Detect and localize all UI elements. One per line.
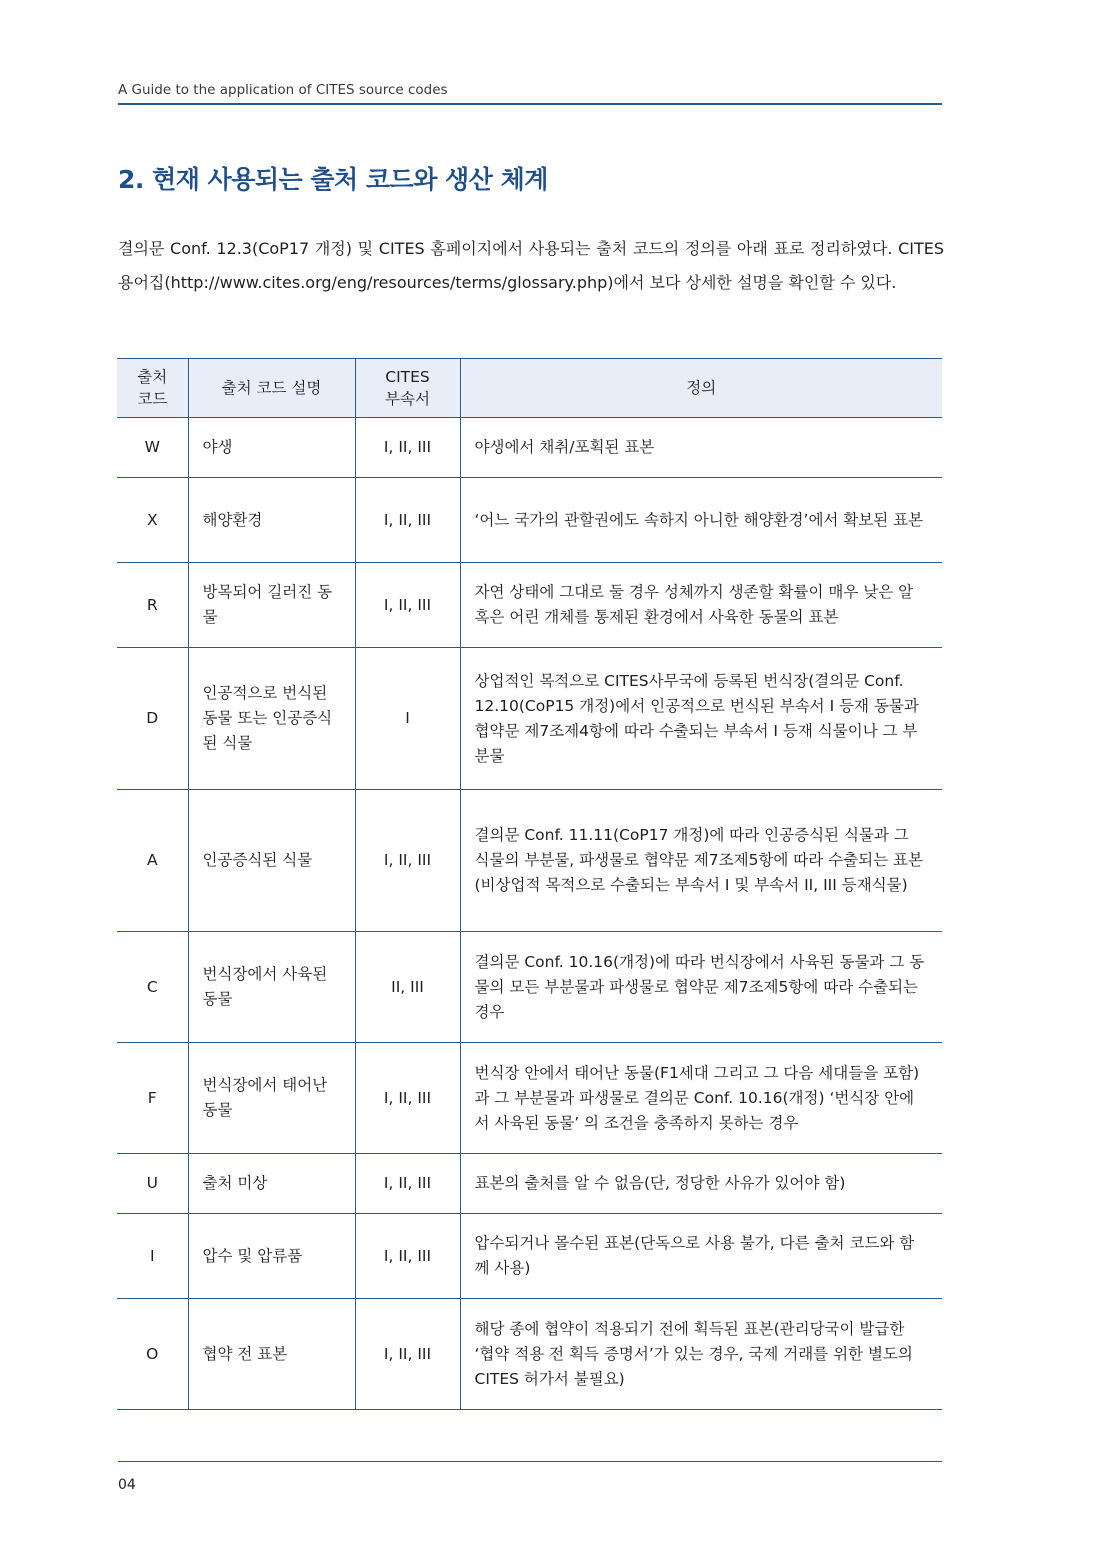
section-title: 2. 현재 사용되는 출처 코드와 생산 체계 (118, 165, 548, 194)
header-description: 출처 코드 설명 (188, 359, 355, 418)
table-row (117, 648, 942, 790)
cell-code: U (117, 1154, 188, 1214)
cell-code: I (117, 1214, 188, 1299)
cell-code: O (117, 1299, 188, 1410)
cell-code: X (117, 478, 188, 563)
header-source-code-line2: 코드 (137, 390, 168, 408)
cell-definition: 압수되거나 몰수된 표본(단독으로 사용 불가, 다른 출처 코드와 함께 사용) (460, 1214, 942, 1299)
table-row (117, 1214, 942, 1299)
cell-appendix: I, II, III (355, 1214, 460, 1299)
table-row (117, 790, 942, 932)
cell-description: 해양환경 (188, 478, 355, 563)
cell-definition: 결의문 Conf. 10.16(개정)에 따라 번식장에서 사육된 동물과 그 동물의 모든 부분물과 파생물로 협약문 제7조제5항에 따라 수출되는 경우 (460, 932, 942, 1043)
table-row (117, 478, 942, 563)
cell-description: 출처 미상 (188, 1154, 355, 1214)
cell-definition: 결의문 Conf. 11.11(CoP17 개정)에 따라 인공증식된 식물과 그 식물의 부분물, 파생물로 협약문 제7조제5항에 따라 수출되는 표본(비상업적 목적으로 수출되는 부속서 I 및 부속서 II, III 등재식물) (460, 790, 942, 932)
cell-description: 방목되어 길러진 동물 (188, 563, 355, 648)
cell-definition: 번식장 안에서 태어난 동물(F1세대 그리고 그 다음 세대들을 포함)과 그 부분물과 파생물로 결의문 Conf. 10.16(개정) ‘번식장 안에서 사육된 동물’ 의 조건을 충족하지 못하는 경우 (460, 1043, 942, 1154)
cell-description: 압수 및 압류품 (188, 1214, 355, 1299)
cell-code: R (117, 563, 188, 648)
header-appendix-line2: 부속서 (385, 390, 430, 408)
running-header: A Guide to the application of CITES source codes (118, 82, 942, 105)
cell-code: C (117, 932, 188, 1043)
cell-description: 협약 전 표본 (188, 1299, 355, 1410)
table-row (117, 1154, 942, 1214)
header-appendix (355, 359, 460, 418)
cell-code: A (117, 790, 188, 932)
cell-definition: 상업적인 목적으로 CITES사무국에 등록된 번식장(결의문 Conf. 12.10(CoP15 개정)에서 인공적으로 번식된 부속서 I 등재 동물과 협약문 제7조제4항에 따라 수출되는 부속서 I 등재 식물이나 그 부분물 (460, 648, 942, 790)
table-row (117, 1299, 942, 1410)
table-header-row (117, 359, 942, 418)
cell-code: W (117, 418, 188, 478)
cell-definition: 야생에서 채취/포획된 표본 (460, 418, 942, 478)
cell-description: 번식장에서 사육된 동물 (188, 932, 355, 1043)
cell-appendix: I, II, III (355, 478, 460, 563)
cell-appendix: I, II, III (355, 418, 460, 478)
cell-appendix: I, II, III (355, 563, 460, 648)
table-row (117, 932, 942, 1043)
cell-appendix: I, II, III (355, 790, 460, 932)
header-appendix-line1: CITES (385, 368, 430, 386)
cell-description: 야생 (188, 418, 355, 478)
source-code-table (117, 358, 942, 1410)
header-definition: 정의 (460, 359, 942, 418)
header-source-code (117, 359, 188, 418)
cell-definition: 해당 종에 협약이 적용되기 전에 획득된 표본(관리당국이 발급한 ‘협약 적용 전 획득 증명서’가 있는 경우, 국제 거래를 위한 별도의 CITES 허가서 불필요) (460, 1299, 942, 1410)
cell-definition: ‘어느 국가의 관할권에도 속하지 아니한 해양환경’에서 확보된 표본 (460, 478, 942, 563)
cell-definition: 표본의 출처를 알 수 없음(단, 정당한 사유가 있어야 함) (460, 1154, 942, 1214)
table-row (117, 1043, 942, 1154)
cell-description: 번식장에서 태어난 동물 (188, 1043, 355, 1154)
footer-rule (118, 1461, 942, 1462)
cell-description: 인공적으로 번식된 동물 또는 인공증식된 식물 (188, 648, 355, 790)
cell-code: F (117, 1043, 188, 1154)
cell-appendix: I, II, III (355, 1043, 460, 1154)
header-source-code-line1: 출처 (137, 368, 168, 386)
table-row (117, 418, 942, 478)
intro-paragraph: 결의문 Conf. 12.3(CoP17 개정) 및 CITES 홈페이지에서 사용되는 출처 코드의 정의를 아래 표로 정리하였다. CITES 용어집(http://www.cites.org/eng/resources/terms/glossary.php)에서 보다 상세한 설명을 확인할 수 있다. (118, 239, 944, 292)
cell-appendix: II, III (355, 932, 460, 1043)
page-number: 04 (118, 1477, 136, 1493)
cell-definition: 자연 상태에 그대로 둘 경우 성체까지 생존할 확률이 매우 낮은 알 혹은 어린 개체를 통제된 환경에서 사육한 동물의 표본 (460, 563, 942, 648)
cell-description: 인공증식된 식물 (188, 790, 355, 932)
cell-appendix: I, II, III (355, 1299, 460, 1410)
table-row (117, 563, 942, 648)
cell-appendix: I (355, 648, 460, 790)
cell-code: D (117, 648, 188, 790)
cell-appendix: I, II, III (355, 1154, 460, 1214)
